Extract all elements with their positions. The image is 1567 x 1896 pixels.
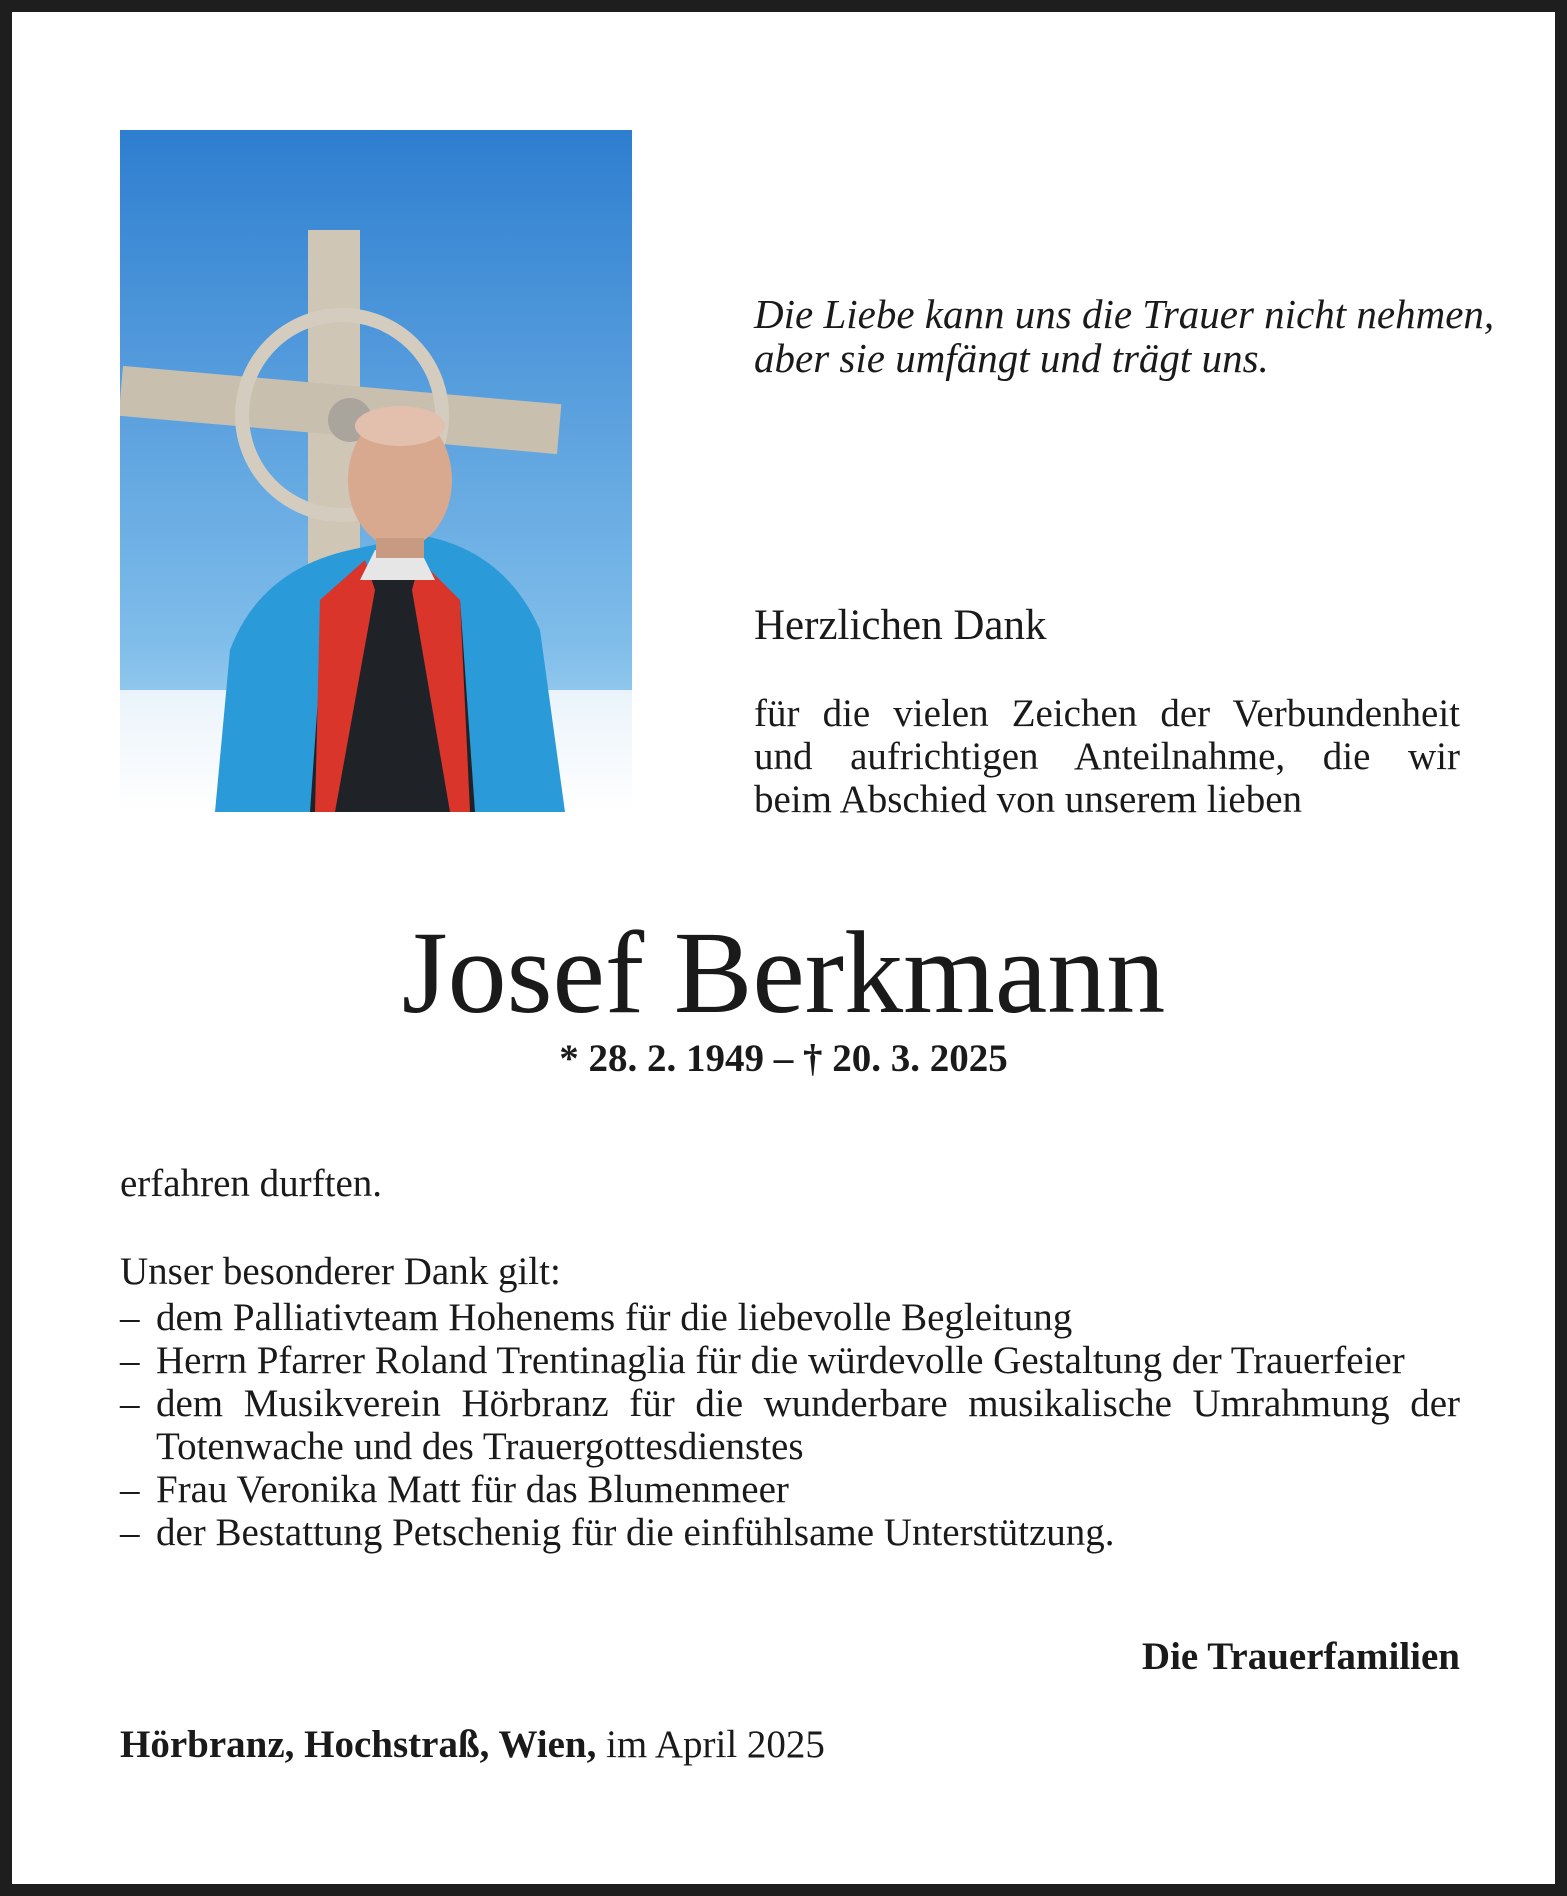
special-thanks-heading: Unser besonderer Dank gilt: <box>120 1250 561 1293</box>
list-item-text: der Bestattung Petschenig für die einfühlsame Unterstützung. <box>156 1511 1115 1554</box>
list-item <box>120 1339 1460 1382</box>
list-dash: – <box>120 1382 140 1425</box>
life-dates: * 28. 2. 1949 – † 20. 3. 2025 <box>559 1037 1008 1080</box>
thanks-text <box>754 692 1460 821</box>
list-item-text: dem Musikverein Hörbranz für die wunderbare musikalische Umrahmung der Totenwache und des Trauergottesdienstes <box>156 1382 1460 1468</box>
thanks-heading: Herzlichen Dank <box>754 602 1047 649</box>
portrait-photo <box>120 130 632 812</box>
deceased-name: Josef Berkmann <box>401 907 1166 1038</box>
list-item <box>120 1511 1460 1554</box>
list-dash: – <box>120 1339 140 1382</box>
quote-line-1: Die Liebe kann uns die Trauer nicht nehmen, <box>754 291 1495 337</box>
list-dash: – <box>120 1468 140 1511</box>
list-dash: – <box>120 1296 140 1339</box>
list-dash: – <box>120 1511 140 1554</box>
place-locations: Hörbranz, Hochstraß, Wien, <box>120 1723 597 1766</box>
list-item-text: dem Palliativteam Hohenems für die liebevolle Begleitung <box>156 1296 1073 1339</box>
list-item <box>120 1296 1460 1339</box>
signature: Die Trauerfamilien <box>1141 1635 1460 1678</box>
list-item-text: Frau Veronika Matt für das Blumenmeer <box>156 1468 789 1511</box>
notice-date: im April 2025 <box>606 1723 825 1766</box>
thanks-list <box>120 1296 1460 1554</box>
list-item-text: Herrn Pfarrer Roland Trentinaglia für die würdevolle Gestaltung der Trauerfeier <box>156 1339 1405 1382</box>
thanks-line-3: beim Abschied von unserem lieben <box>754 778 1303 821</box>
thanks-continuation: erfahren durften. <box>120 1162 383 1205</box>
list-item <box>120 1382 1460 1468</box>
quote-line-2: aber sie umfängt und trägt uns. <box>754 335 1269 381</box>
thanks-line-1: für die vielen Zeichen der Verbundenheit <box>754 692 1460 735</box>
memorial-quote <box>754 292 1514 380</box>
thanks-line-2: und aufrichtigen Anteilnahme, die wir <box>754 735 1460 778</box>
place-and-date <box>120 1720 825 1770</box>
list-item <box>120 1468 1460 1511</box>
